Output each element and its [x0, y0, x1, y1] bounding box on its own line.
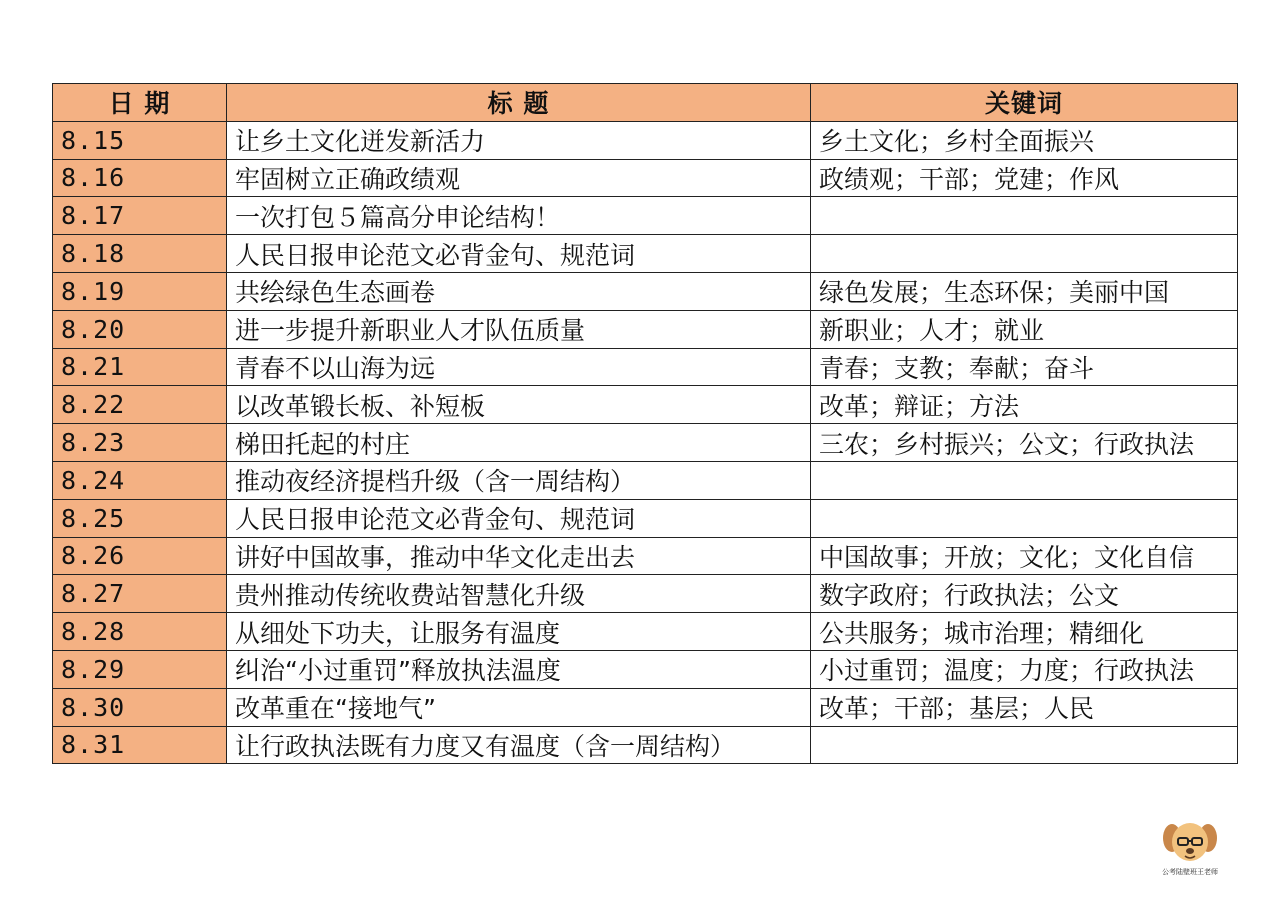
date-cell: 8.21	[53, 348, 227, 386]
title-cell: 梯田托起的村庄	[227, 424, 811, 462]
title-cell: 贵州推动传统收费站智慧化升级	[227, 575, 811, 613]
keywords-cell: 小过重罚；温度；力度；行政执法	[811, 650, 1238, 688]
header-keywords: 关键词	[811, 84, 1238, 122]
date-cell: 8.30	[53, 688, 227, 726]
date-cell: 8.22	[53, 386, 227, 424]
table-row	[53, 688, 1238, 726]
keywords-cell	[811, 499, 1238, 537]
date-cell: 8.15	[53, 121, 227, 159]
table-row	[53, 121, 1238, 159]
table-row	[53, 613, 1238, 651]
title-cell: 以改革锻长板、补短板	[227, 386, 811, 424]
keywords-cell: 新职业；人才；就业	[811, 310, 1238, 348]
keywords-cell: 数字政府；行政执法；公文	[811, 575, 1238, 613]
date-cell: 8.18	[53, 235, 227, 273]
keywords-cell	[811, 461, 1238, 499]
date-cell: 8.19	[53, 272, 227, 310]
title-cell: 进一步提升新职业人才队伍质量	[227, 310, 811, 348]
title-cell: 改革重在“接地气”	[227, 688, 811, 726]
date-cell: 8.31	[53, 726, 227, 764]
title-cell: 让行政执法既有力度又有温度（含一周结构）	[227, 726, 811, 764]
date-cell: 8.23	[53, 424, 227, 462]
table-row	[53, 537, 1238, 575]
table-row	[53, 348, 1238, 386]
table-row	[53, 575, 1238, 613]
header-row	[53, 84, 1238, 122]
title-cell: 青春不以山海为远	[227, 348, 811, 386]
table-row	[53, 159, 1238, 197]
keywords-cell: 改革；干部；基层；人民	[811, 688, 1238, 726]
date-cell: 8.17	[53, 197, 227, 235]
logo-caption: 公考陆壁班王老师	[1162, 868, 1218, 876]
title-cell: 纠治“小过重罚”释放执法温度	[227, 650, 811, 688]
date-cell: 8.29	[53, 650, 227, 688]
keywords-cell: 改革；辩证；方法	[811, 386, 1238, 424]
table-row	[53, 386, 1238, 424]
title-cell: 共绘绿色生态画卷	[227, 272, 811, 310]
keywords-cell: 三农；乡村振兴；公文；行政执法	[811, 424, 1238, 462]
table-row	[53, 310, 1238, 348]
table-row	[53, 197, 1238, 235]
date-cell: 8.25	[53, 499, 227, 537]
table-row	[53, 650, 1238, 688]
cartoon-dog-with-glasses-icon	[1158, 818, 1222, 866]
header-title: 标 题	[227, 84, 811, 122]
date-cell: 8.27	[53, 575, 227, 613]
header-date: 日 期	[53, 84, 227, 122]
keywords-cell: 绿色发展；生态环保；美丽中国	[811, 272, 1238, 310]
schedule-table	[52, 83, 1238, 764]
date-cell: 8.26	[53, 537, 227, 575]
watermark-logo	[1158, 818, 1222, 878]
keywords-cell: 公共服务；城市治理；精细化	[811, 613, 1238, 651]
title-cell: 人民日报申论范文必背金句、规范词	[227, 499, 811, 537]
table-row	[53, 235, 1238, 273]
title-cell: 从细处下功夫，让服务有温度	[227, 613, 811, 651]
title-cell: 一次打包５篇高分申论结构！	[227, 197, 811, 235]
keywords-cell	[811, 726, 1238, 764]
table-row	[53, 499, 1238, 537]
date-cell: 8.28	[53, 613, 227, 651]
keywords-cell	[811, 197, 1238, 235]
keywords-cell: 政绩观；干部；党建；作风	[811, 159, 1238, 197]
title-cell: 人民日报申论范文必背金句、规范词	[227, 235, 811, 273]
keywords-cell: 青春；支教；奉献；奋斗	[811, 348, 1238, 386]
keywords-cell: 中国故事；开放；文化；文化自信	[811, 537, 1238, 575]
date-cell: 8.20	[53, 310, 227, 348]
keywords-cell	[811, 235, 1238, 273]
date-cell: 8.16	[53, 159, 227, 197]
title-cell: 讲好中国故事，推动中华文化走出去	[227, 537, 811, 575]
keywords-cell: 乡土文化；乡村全面振兴	[811, 121, 1238, 159]
title-cell: 让乡土文化迸发新活力	[227, 121, 811, 159]
table-row	[53, 272, 1238, 310]
title-cell: 推动夜经济提档升级（含一周结构）	[227, 461, 811, 499]
table-row	[53, 461, 1238, 499]
title-cell: 牢固树立正确政绩观	[227, 159, 811, 197]
table-row	[53, 424, 1238, 462]
date-cell: 8.24	[53, 461, 227, 499]
table-row	[53, 726, 1238, 764]
